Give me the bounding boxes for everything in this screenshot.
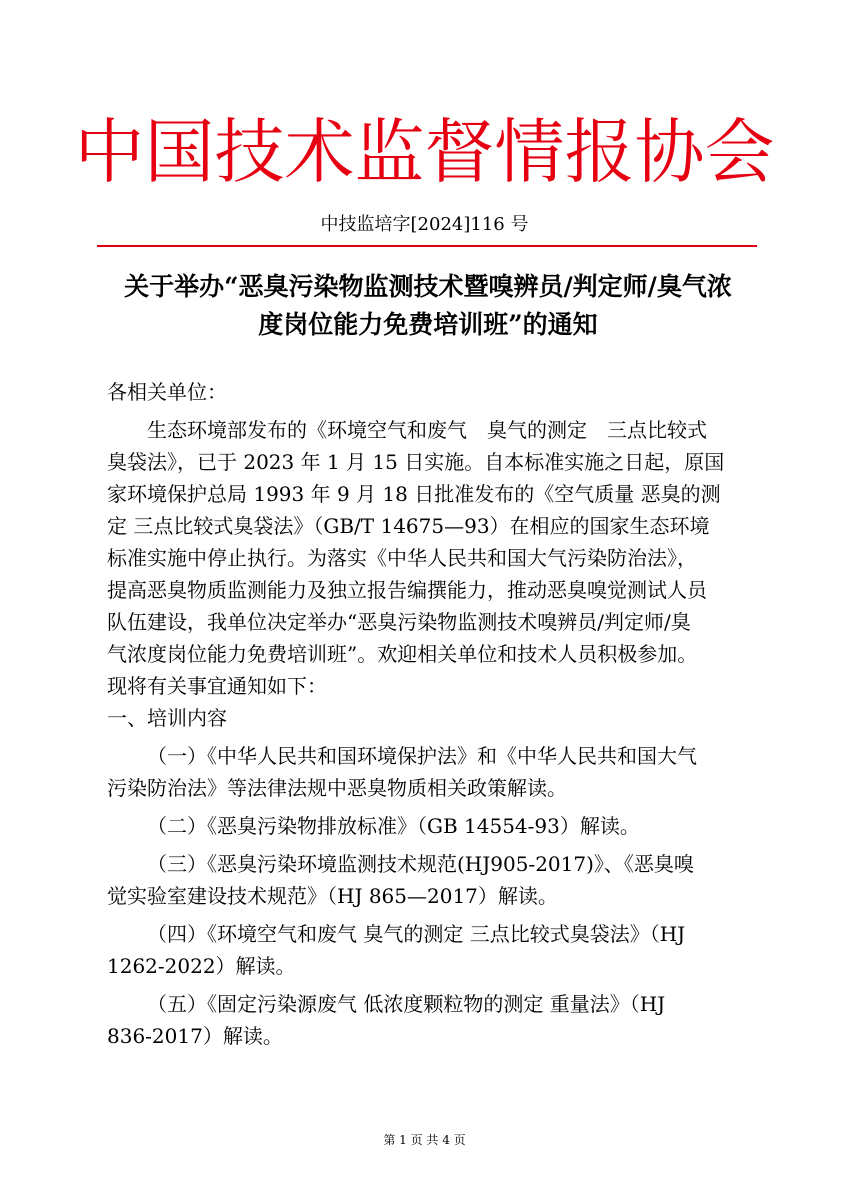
training-item-5: [107, 988, 747, 1052]
intro-line: 现将有关事宜通知如下：: [107, 674, 327, 698]
training-item-line: （二）《恶臭污染物排放标准》（GB 14554-93）解读。: [147, 814, 640, 838]
training-item-3: [107, 848, 747, 912]
training-item-2: [107, 810, 747, 842]
intro-paragraph: [107, 414, 747, 702]
document-title-line-2: 度岗位能力免费培训班”的通知: [258, 310, 598, 339]
training-item-line: 污染防治法》等法律法规中恶臭物质相关政策解读。: [107, 776, 567, 800]
intro-line: 定 三点比较式臭袋法》（GB/T 14675—93）在相应的国家生态环境: [107, 514, 710, 538]
intro-line: 家环境保护总局 1993 年 9 月 18 日批准发布的《空气质量 恶臭的测: [107, 482, 721, 506]
training-item-line: （三）《恶臭污染环境监测技术规范(HJ905-2017)》、《恶臭嗅: [147, 852, 694, 876]
header-divider: [97, 245, 757, 247]
training-item-line: （四）《环境空气和废气 臭气的测定 三点比较式臭袋法》（HJ: [147, 922, 686, 946]
document-number: 中技监培字[2024]116 号: [320, 214, 529, 235]
organization-name: 中国技术监督情报协会: [74, 111, 775, 193]
training-item-line: 1262-2022）解读。: [107, 954, 296, 978]
intro-line: 气浓度岗位能力免费培训班”。欢迎相关单位和技术人员积极参加。: [107, 642, 698, 666]
training-item-line: （一）《中华人民共和国环境保护法》和《中华人民共和国大气: [147, 744, 697, 768]
intro-line: 队伍建设，我单位决定举办“恶臭污染物监测技术嗅辨员/判定师/臭: [107, 610, 691, 634]
salutation: 各相关单位：: [107, 380, 227, 404]
training-item-line: （五）《固定污染源废气 低浓度颗粒物的测定 重量法》（HJ: [147, 992, 666, 1016]
training-item-4: [107, 918, 747, 982]
section-heading-training-content: 一、培训内容: [107, 706, 227, 730]
document-title: [98, 268, 758, 344]
training-item-line: 836-2017）解读。: [107, 1024, 283, 1048]
intro-line: 标准实施中停止执行。为落实《中华人民共和国大气污染防治法》，: [107, 546, 697, 570]
intro-line: 生态环境部发布的《环境空气和废气 臭气的测定 三点比较式: [147, 418, 707, 442]
document-body: [107, 376, 747, 1052]
training-item-line: 觉实验室建设技术规范》（HJ 865—2017）解读。: [107, 884, 558, 908]
intro-line: 提高恶臭物质监测能力及独立报告编撰能力，推动恶臭嗅觉测试人员: [107, 578, 707, 602]
page-number: 第 1 页 共 4 页: [383, 1133, 466, 1147]
intro-line: 臭袋法》，已于 2023 年 1 月 15 日实施。自本标准实施之日起，原国: [107, 450, 725, 474]
document-title-line-1: 关于举办“恶臭污染物监测技术暨嗅辨员/判定师/臭气浓: [124, 272, 732, 301]
training-item-1: [107, 740, 747, 804]
